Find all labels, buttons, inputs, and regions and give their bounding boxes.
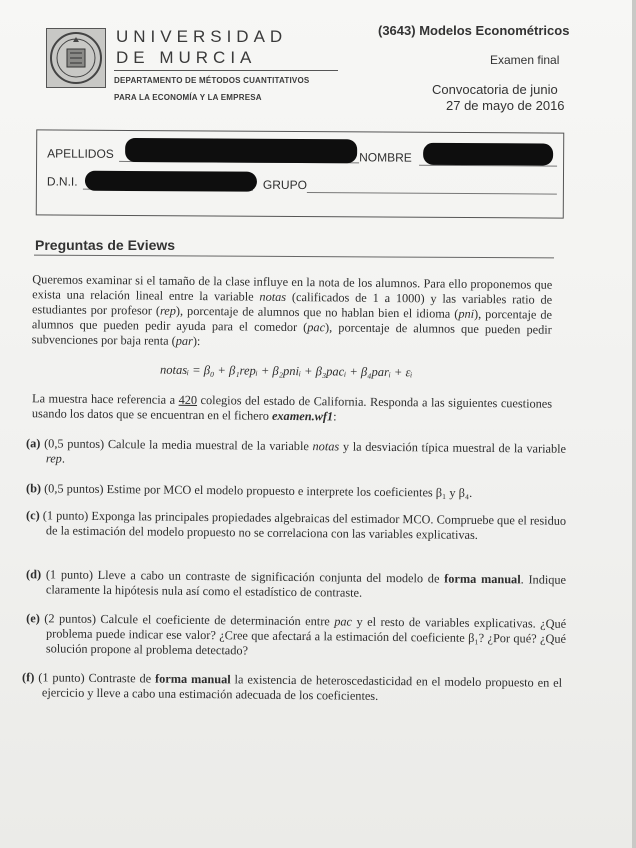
university-name-line2: DE MURCIA <box>116 48 257 67</box>
question-f <box>22 670 562 706</box>
question-a <box>26 436 566 472</box>
question-text: . <box>61 451 66 466</box>
surname-label: APELLIDOS <box>47 146 114 161</box>
course-title: (3643) Modelos Econométricos <box>378 23 570 38</box>
section-title: Preguntas de Eviews <box>35 237 176 253</box>
name-label: NOMBRE <box>359 150 412 165</box>
question-text: y la desviación típica muestral de la variable <box>339 439 567 456</box>
question-label: (f) <box>22 670 35 685</box>
intro-text: ), porcentaje de alumnos que pueden pedir subvenciones por baja renta ( <box>31 320 552 348</box>
sample-text: colegios del estado de California. Responda a las siguientes cuestiones usando los datos que se encuentran en el fichero <box>31 393 553 423</box>
variable-rep: rep <box>159 303 177 318</box>
emphasis-text: forma manual <box>154 671 231 687</box>
question-label: (d) <box>26 567 42 582</box>
intro-text: ), porcentaje de alumnos que pueden pedir ayuda para el comedor ( <box>31 306 553 335</box>
question-b <box>26 481 566 502</box>
question-text: y el resto de variables explicativas. ¿Qué problema puede indicar ese valor? ¿Cree que afectará a la estimación del coeficiente β₁? ¿Por qué? ¿Qué solución propone al problema detectado? <box>45 614 567 658</box>
question-c <box>26 508 566 544</box>
department-line1: DEPARTAMENTO DE MÉTODOS CUANTITATIVOS <box>114 76 310 85</box>
variable-rep: rep <box>45 451 62 466</box>
page-edge <box>632 0 636 848</box>
question-text: . Indique claramente la hipótesis nula así como el estadístico de contraste. <box>45 572 567 600</box>
sample-paragraph <box>32 391 552 426</box>
question-points: (0,5 puntos) <box>44 436 105 451</box>
dni-label: D.N.I. <box>46 174 78 189</box>
question-text: (1 punto) Contraste de <box>38 670 156 686</box>
question-label: (e) <box>26 611 40 626</box>
variable-pac: pac <box>307 320 326 335</box>
sample-count: 420 <box>178 392 198 408</box>
intro-text: ): <box>192 333 201 349</box>
redaction-block <box>85 171 257 192</box>
exam-type: Examen final <box>490 53 560 67</box>
variable-notas: notas <box>259 289 287 304</box>
variable-notas: notas <box>312 439 340 454</box>
workfile-name: examen.wf1 <box>271 408 334 424</box>
group-field-line[interactable] <box>307 192 557 195</box>
intro-text: ), porcentaje de alumnos que no hablan bien el idioma ( <box>175 303 459 321</box>
emphasis-text: forma manual <box>444 571 521 587</box>
intro-text: Queremos examinar si el tamaño de la clase influye en la nota de los alumnos. Para ello proponemos que exista una relación lineal entre la variable <box>32 272 553 304</box>
question-e <box>26 611 566 662</box>
student-info-box <box>36 129 565 218</box>
question-text: Calcule la media muestral de la variable <box>104 436 313 454</box>
variable-par: par <box>175 333 193 348</box>
question-label: (c) <box>26 508 40 523</box>
intro-paragraph <box>32 272 553 352</box>
question-d <box>26 567 566 603</box>
redaction-block <box>423 143 553 166</box>
university-seal-logo <box>46 28 106 88</box>
intro-text: (calificados de 1 a 1000) y las variables ratio de estudiantes por profesor ( <box>31 289 553 318</box>
question-text: (1 punto) Lleve a cabo un contraste de significación conjunta del modelo de <box>45 567 445 586</box>
regression-equation: notasᵢ = β₀ + β₁repᵢ + β₂pniᵢ + β₃pacᵢ + β₄parᵢ + εᵢ <box>159 362 413 380</box>
group-label: GRUPO <box>262 177 307 193</box>
department-line2: PARA LA ECONOMÍA Y LA EMPRESA <box>114 93 262 102</box>
variable-pni: pni <box>458 306 475 321</box>
variable-pac: pac <box>334 614 353 629</box>
section-divider <box>34 255 554 259</box>
university-name-line1: UNIVERSIDAD <box>116 27 288 46</box>
question-text: la existencia de heteroscedasticidad en el modelo propuesto en el ejercicio y lleve a cabo una estimación adecuada de los coeficientes. <box>41 672 563 703</box>
question-label: (b) <box>25 481 42 496</box>
sample-text: : <box>333 409 337 424</box>
redaction-block <box>125 138 357 163</box>
question-text: (0,5 puntos) Estime por MCO el modelo propuesto e interprete los coeficientes β₁ y β₄. <box>44 481 473 500</box>
question-text: (2 puntos) Calcule el coeficiente de determinación entre <box>44 611 335 629</box>
exam-date: 27 de mayo de 2016 <box>446 98 565 113</box>
question-text: (1 punto) Exponga las principales propiedades algebraicas del estimador MCO. Compruebe que el residuo de la estimación del modelo propuesto no se correlaciona con las variables explicativas. <box>42 508 567 542</box>
question-label: (a) <box>26 436 41 451</box>
header-divider <box>114 70 338 71</box>
exam-call: Convocatoria de junio <box>432 82 558 97</box>
sample-text: La muestra hace referencia a <box>32 391 179 407</box>
